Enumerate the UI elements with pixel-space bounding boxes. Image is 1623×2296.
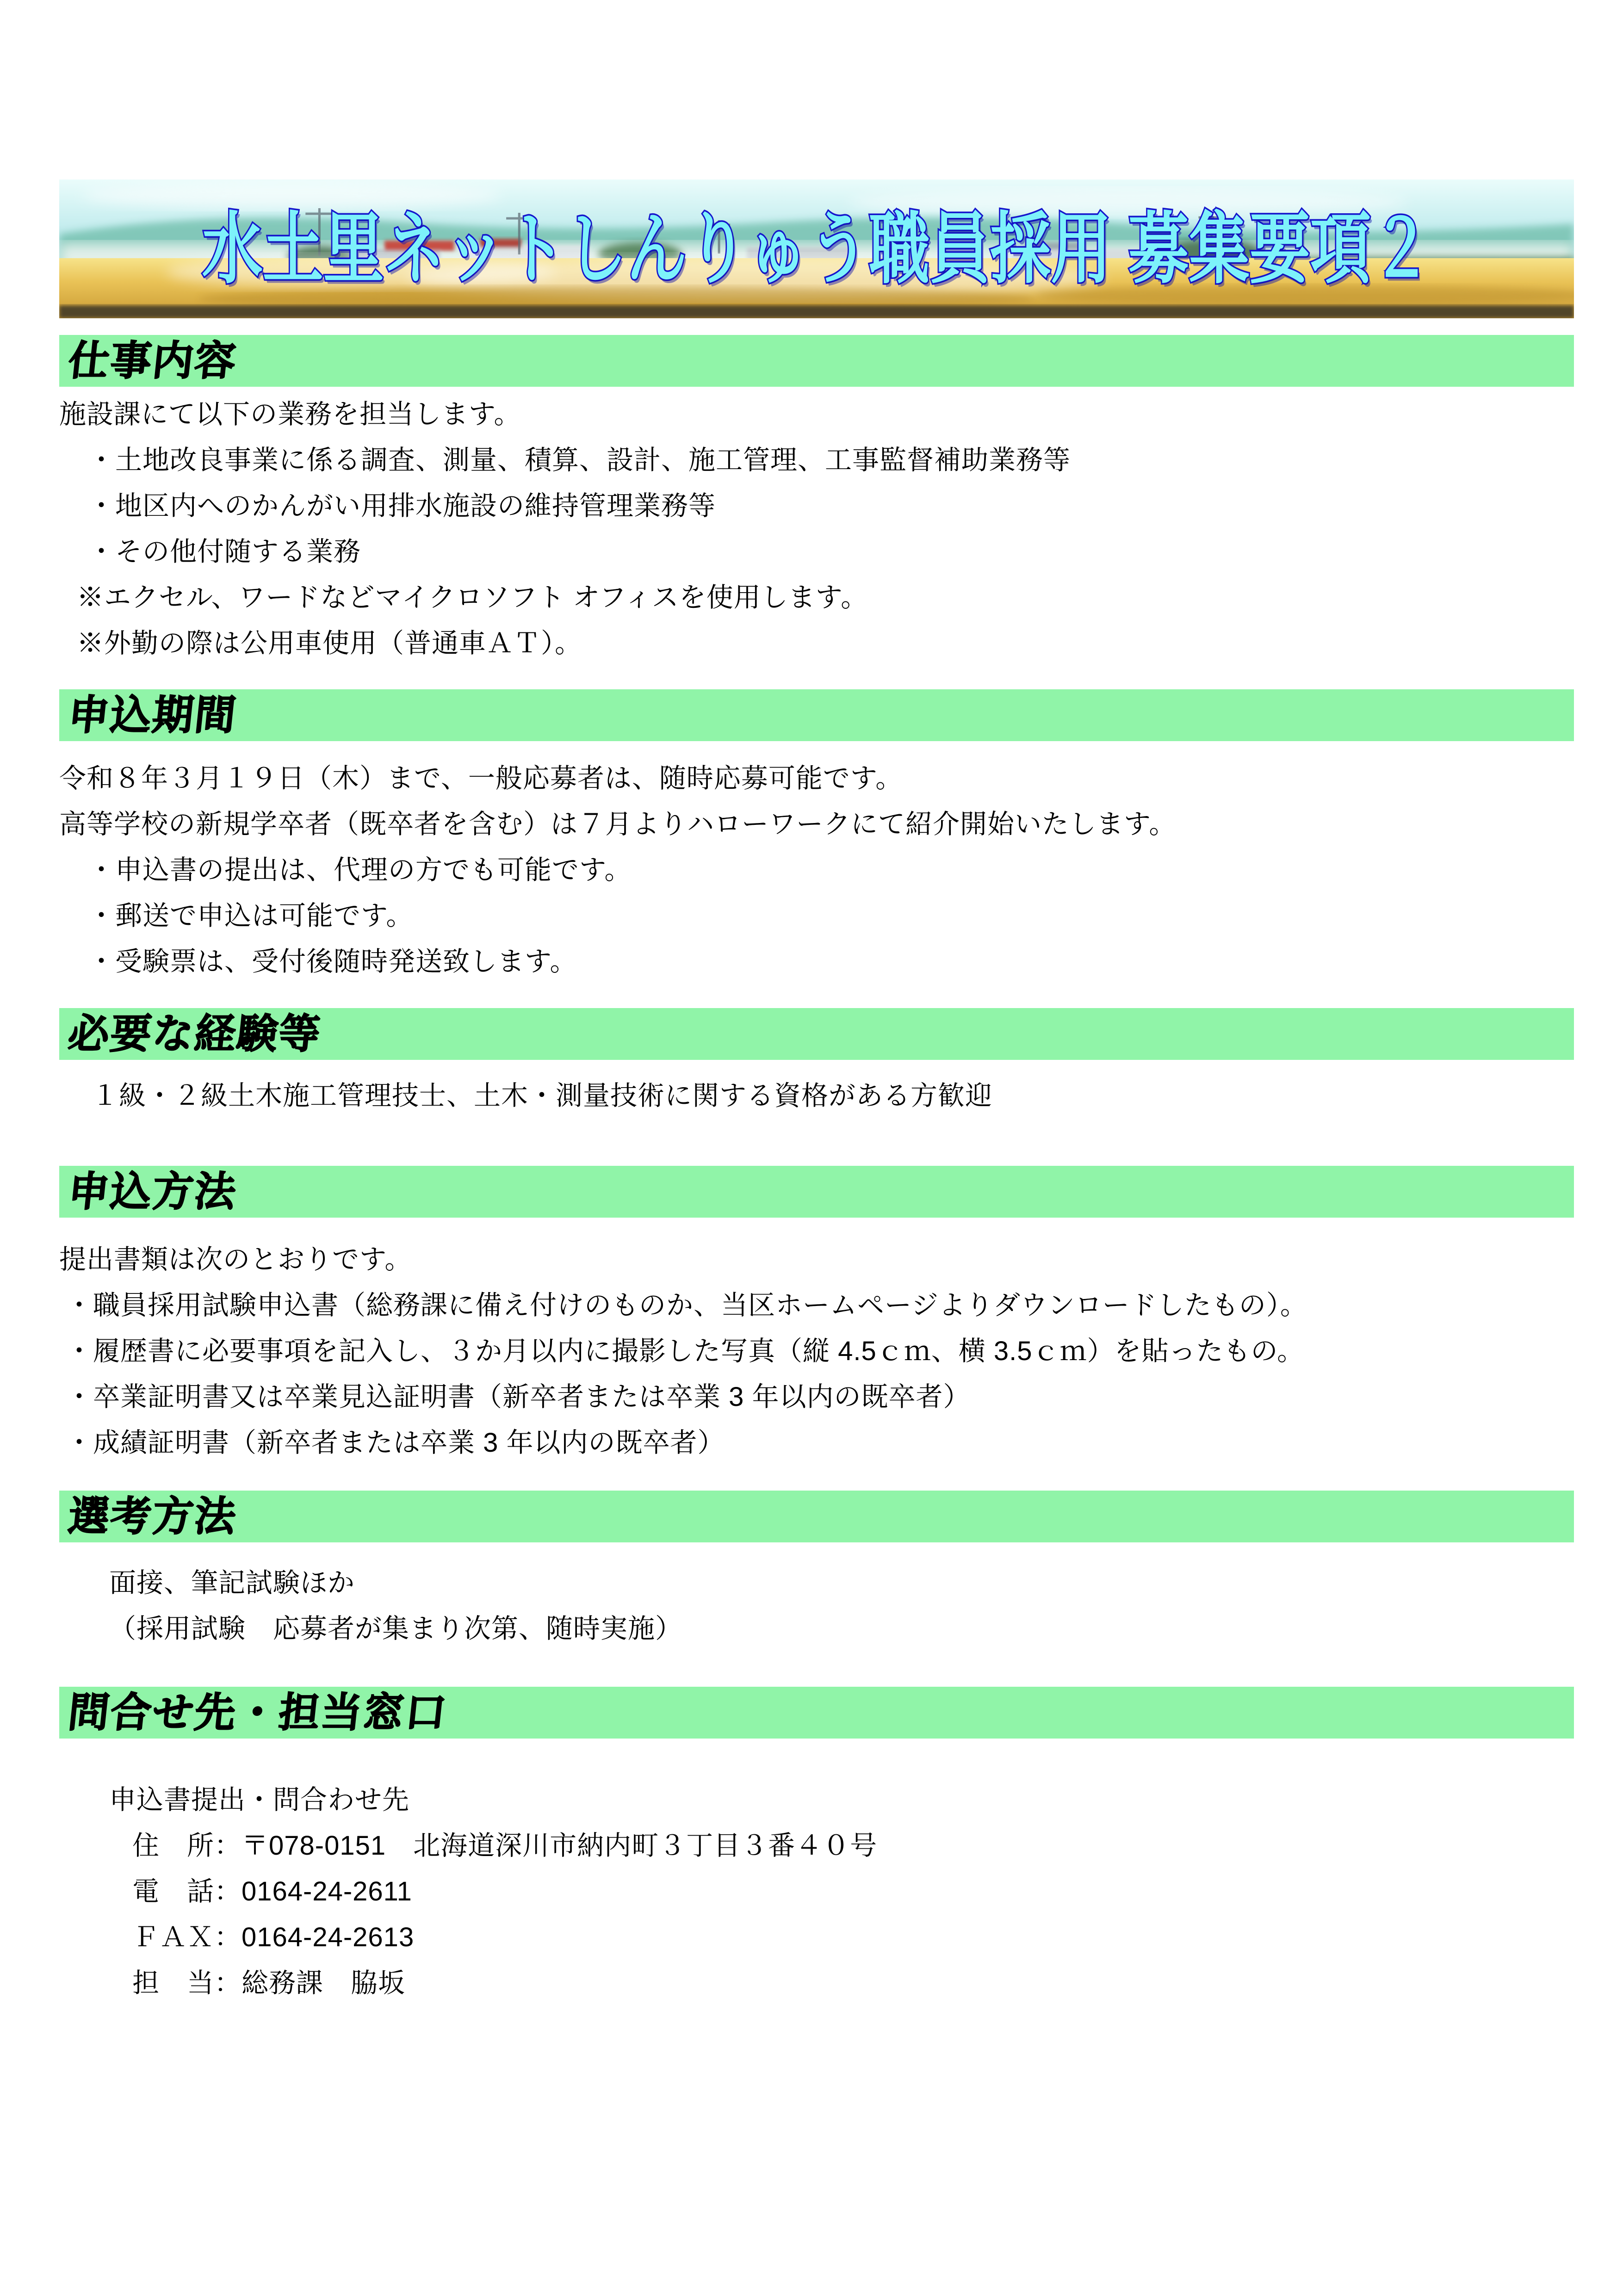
banner-title (59, 179, 1574, 318)
body-line: ・職員採用試験申込書（総務課に備え付けのものか、当区ホームページよりダウンロードしたもの）。 (66, 1290, 1307, 1320)
body-line: ・地区内へのかんがい用排水施設の維持管理業務等 (88, 491, 716, 521)
body-line: ・土地改良事業に係る調査、測量、積算、設計、施工管理、工事監督補助業務等 (88, 445, 1071, 475)
section-heading: 申込期間 (66, 692, 240, 738)
body-line: ・成績証明書（新卒者または卒業 3 年以内の既卒者） (66, 1428, 725, 1458)
section-bar-contact (59, 1687, 1574, 1739)
body-line: （採用試験 応募者が集まり次第、随時実施） (109, 1614, 683, 1644)
body-line: 面接、筆記試験ほか (109, 1568, 355, 1598)
banner-image (59, 179, 1574, 318)
banner-title-text: 水土里ネットしんりゅう職員採用 募集要項２ (202, 205, 1431, 292)
body-line: ※エクセル、ワードなどマイクロソフト オフィスを使用します。 (77, 582, 868, 613)
body-line: 提出書類は次のとおりです。 (59, 1244, 412, 1275)
body-line: ・履歴書に必要事項を記入し、３か月以内に撮影した写真（縦 4.5ｃｍ、横 3.5ｃｍ）を貼ったもの。 (66, 1336, 1305, 1366)
body-line: ・その他付随する業務 (88, 537, 361, 567)
section-bar-application-period (59, 689, 1574, 741)
body-line: ・申込書の提出は、代理の方でも可能です。 (88, 855, 632, 885)
section-heading: 必要な経験等 (66, 1011, 324, 1057)
section-bar-required-experience (59, 1008, 1574, 1060)
body-line: ・郵送で申込は可能です。 (88, 901, 414, 931)
section-bar-application-method (59, 1166, 1574, 1218)
body-line: 施設課にて以下の業務を担当します。 (59, 399, 521, 429)
contact-fax-line: ＦＡＸ：0164-24-2613 (132, 1922, 415, 1952)
contact-person-line: 担 当：総務課 脇坂 (132, 1968, 406, 1998)
contact-address-line: 住 所：〒078-0151 北海道深川市納内町３丁目３番４０号 (132, 1831, 878, 1861)
section-heading: 仕事内容 (66, 338, 240, 384)
body-line: ・卒業証明書又は卒業見込証明書（新卒者または卒業 3 年以内の既卒者） (66, 1382, 971, 1412)
section-heading: 問合せ先・担当窓口 (66, 1690, 450, 1735)
contact-phone-line: 電 話：0164-24-2611 (132, 1876, 412, 1906)
section-bar-selection-method (59, 1491, 1574, 1542)
body-line: １級・２級土木施工管理技士、土木・測量技術に関する資格がある方歓迎 (92, 1081, 993, 1111)
body-line: ・受験票は、受付後随時発送致します。 (88, 947, 577, 977)
body-line: 申込書提出・問合わせ先 (109, 1785, 410, 1815)
body-line: 令和８年３月１９日（木）まで、一般応募者は、随時応募可能です。 (59, 763, 903, 793)
section-heading: 選考方法 (66, 1493, 240, 1539)
body-line: 高等学校の新規学卒者（既卒者を含む）は７月よりハローワークにて紹介開始いたします。 (59, 809, 1177, 839)
section-bar-job-description (59, 335, 1574, 387)
section-heading: 申込方法 (66, 1169, 240, 1214)
body-line: ※外勤の際は公用車使用（普通車ＡＴ）。 (77, 628, 582, 658)
document-content (59, 0, 1574, 2006)
